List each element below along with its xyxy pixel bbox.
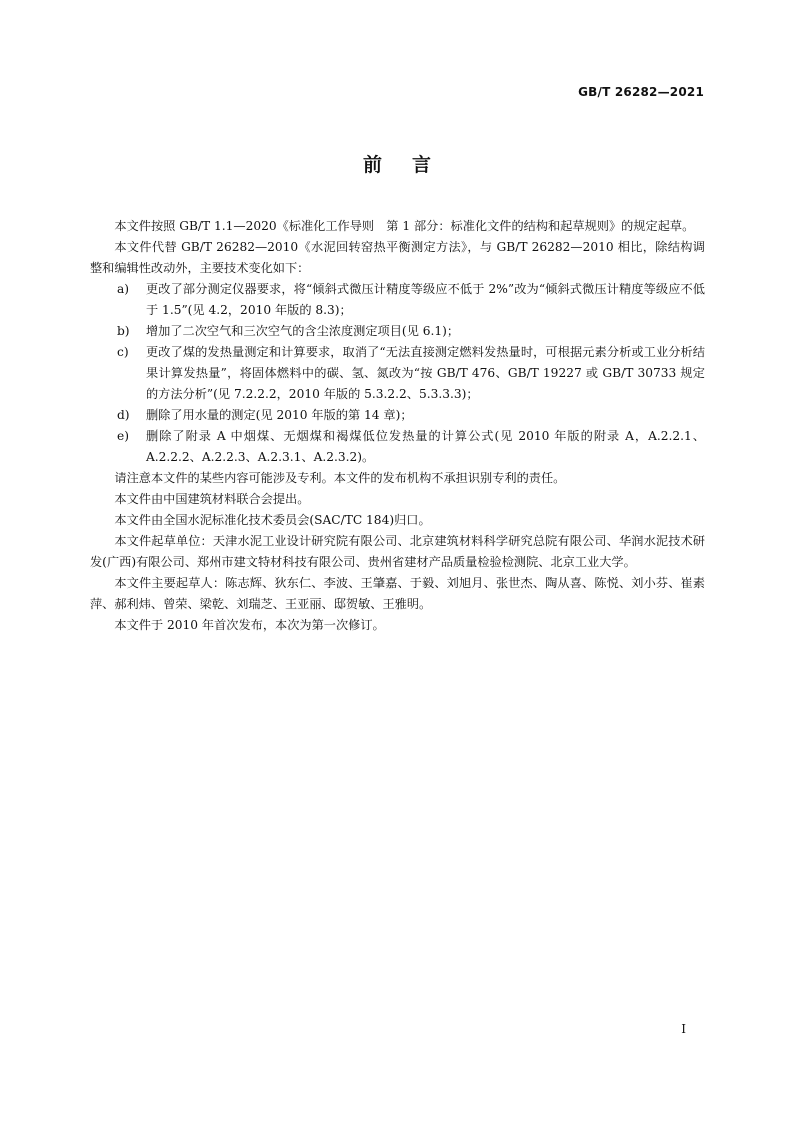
list-item-text: 更改了部分测定仪器要求，将“倾斜式微压计精度等级应不低于 2%”改为“倾斜式微压计精度等级应不低于 1.5”(见 4.2，2010 年版的 8.3)； xyxy=(146,282,705,317)
list-item-label: d) xyxy=(117,408,130,422)
paragraph-patent-notice: 请注意本文件的某些内容可能涉及专利。本文件的发布机构不承担识别专利的责任。 xyxy=(114,471,566,485)
list-item-text: 删除了附录 A 中烟煤、无烟煤和褐煤低位发热量的计算公式(见 2010 年版的附录 A，A.2.2.1、A.2.2.2、A.2.2.3、A.2.3.1、A.2.3.2)。 xyxy=(146,429,705,464)
list-item xyxy=(90,279,705,321)
page-number: I xyxy=(681,1022,686,1036)
list-item xyxy=(90,342,705,405)
list-item-label: e) xyxy=(117,429,129,443)
changes-list xyxy=(90,279,705,468)
list-item-label: c) xyxy=(117,345,129,359)
list-item xyxy=(90,426,705,468)
standard-number: GB/T 26282—2021 xyxy=(578,85,704,99)
list-item-text: 更改了煤的发热量测定和计算要求，取消了“无法直接测定燃料发热量时，可根据元素分析或工业分析结果计算发热量”，将固体燃料中的碳、氢、氮改为“按 GB/T 476、GB/T 19227 或 GB/T 30733 规定的方法分析”(见 7.2.2.2，2010 年版的 5.3.2.2、5.3.3.3)； xyxy=(146,345,705,401)
paragraph-history: 本文件于 2010 年首次发布，本次为第一次修订。 xyxy=(114,618,385,632)
paragraph-committee: 本文件由全国水泥标准化技术委员会(SAC/TC 184)归口。 xyxy=(114,513,431,527)
paragraph-drafting-rules: 本文件按照 GB/T 1.1—2020《标准化工作导则 第 1 部分：标准化文件的结构和起草规则》的规定起草。 xyxy=(114,219,695,233)
list-item xyxy=(90,321,705,342)
paragraph-drafters: 本文件主要起草人：陈志辉、狄东仁、李波、王肇嘉、于毅、刘旭月、张世杰、陶从喜、陈悦、刘小芬、崔素萍、郝利炜、曾荣、梁乾、刘瑞芝、王亚丽、邸贺敏、王雅明。 xyxy=(90,576,705,611)
paragraph-replaces: 本文件代替 GB/T 26282—2010《水泥回转窑热平衡测定方法》，与 GB/T 26282—2010 相比，除结构调整和编辑性改动外，主要技术变化如下： xyxy=(90,240,705,275)
page-title: 前言 xyxy=(362,154,461,176)
paragraph-drafting-units: 本文件起草单位：天津水泥工业设计研究院有限公司、北京建筑材料科学研究总院有限公司、华润水泥技术研发(广西)有限公司、郑州市建文特材科技有限公司、贵州省建材产品质量检验检测院、北京工业大学。 xyxy=(90,534,705,569)
list-item-label: b) xyxy=(117,324,130,338)
list-item-text: 删除了用水量的测定(见 2010 年版的第 14 章)； xyxy=(146,408,413,422)
list-item-text: 增加了二次空气和三次空气的含尘浓度测定项目(见 6.1)； xyxy=(146,324,460,338)
list-item xyxy=(90,405,705,426)
list-item-label: a) xyxy=(117,282,130,296)
foreword-body xyxy=(90,216,705,636)
paragraph-proposed-by: 本文件由中国建筑材料联合会提出。 xyxy=(114,492,310,506)
